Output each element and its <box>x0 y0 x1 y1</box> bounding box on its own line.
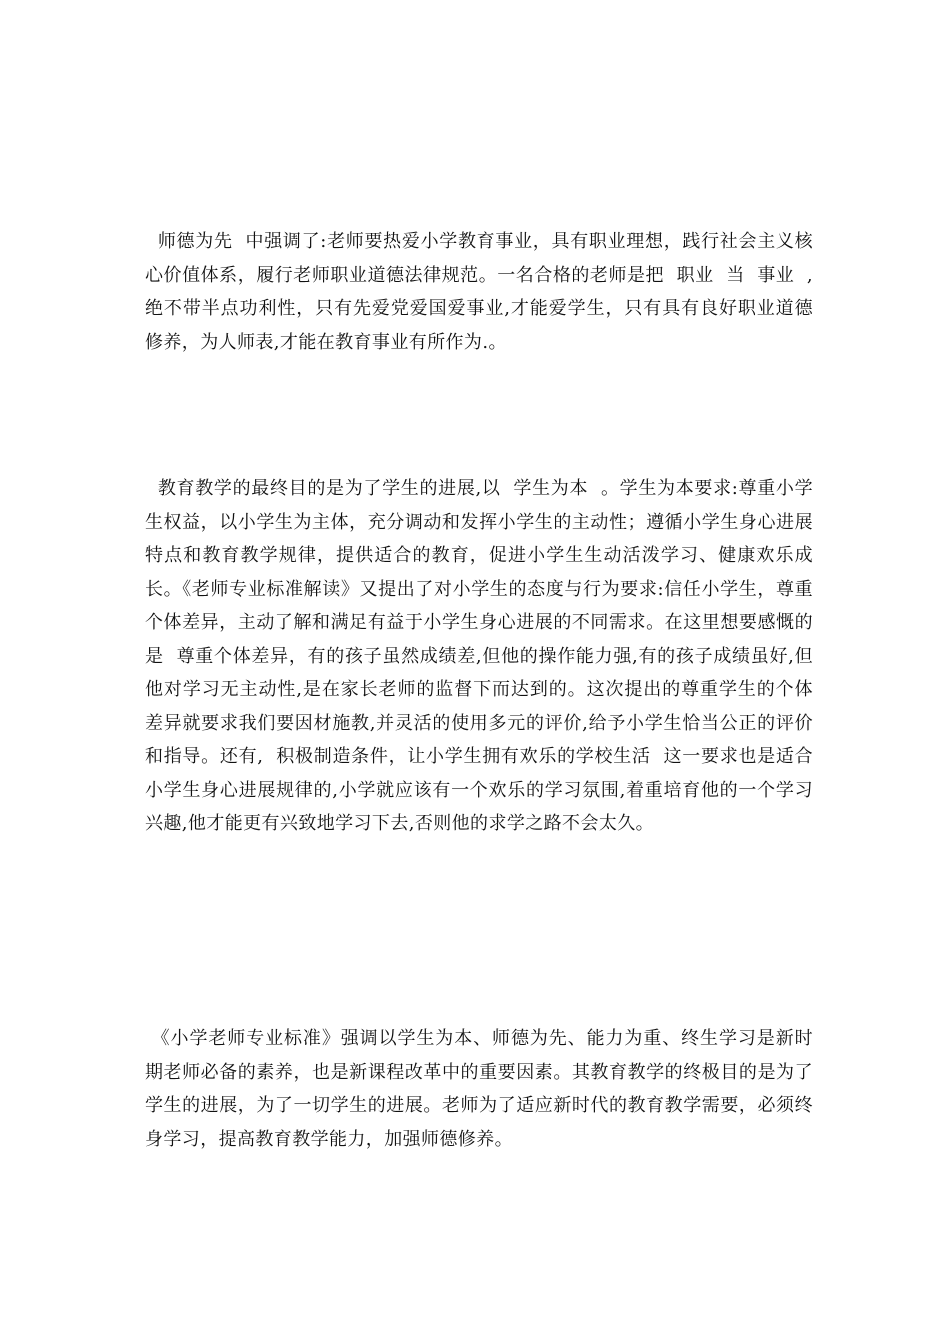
paragraph-teacher-ethics: 师德为先 中强调了:老师要热爱小学教育事业，具有职业理想，践行社会主义核心价值体系，履行老师职业道德法律规范。一名合格的老师是把 职业 当 事业 ,绝不带半点功利性，只有先爱党爱国爱事业,才能爱学生，只有具有良好职业道德修养，为人师表,才能在教育事业有所作为.。 <box>145 231 813 353</box>
paragraph-student-centered: 教育教学的最终目的是为了学生的进展,以 学生为本 。学生为本要求:尊重小学生权益，以小学生为主体，充分调动和发挥小学生的主动性；遵循小学生身心进展特点和教育教学规律，提供适合的教育，促进小学生生动活泼学习、健康欢乐成长。《老师专业标准解读》又提出了对小学生的态度与行为要求:信任小学生，尊重个体差异，主动了解和满足有益于小学生身心进展的不同需求。在这里想要感慨的是 尊重个体差异，有的孩子虽然成绩差,但他的操作能力强,有的孩子成绩虽好,但他对学习无主动性,是在家长老师的监督下而达到的。这次提出的尊重学生的个体差异就要求我们要因材施教,并灵活的使用多元的评价,给予小学生恰当公正的评价和指导。还有, 积极制造条件，让小学生拥有欢乐的学校生活 这一要求也是适合小学生身心进展规律的,小学就应该有一个欢乐的学习氛围,着重培育他的一个学习兴趣,他才能更有兴致地学习下去,否则他的求学之路不会太久。 <box>145 478 813 834</box>
paragraph-professional-standard: 《小学老师专业标准》强调以学生为本、师德为先、能力为重、终生学习是新时期老师必备的素养，也是新课程改革中的重要因素。其教育教学的终极目的是为了学生的进展，为了一切学生的进展。老师为了适应新时代的教育教学需要，必须终身学习，提高教育教学能力，加强师德修养。 <box>145 1028 814 1150</box>
